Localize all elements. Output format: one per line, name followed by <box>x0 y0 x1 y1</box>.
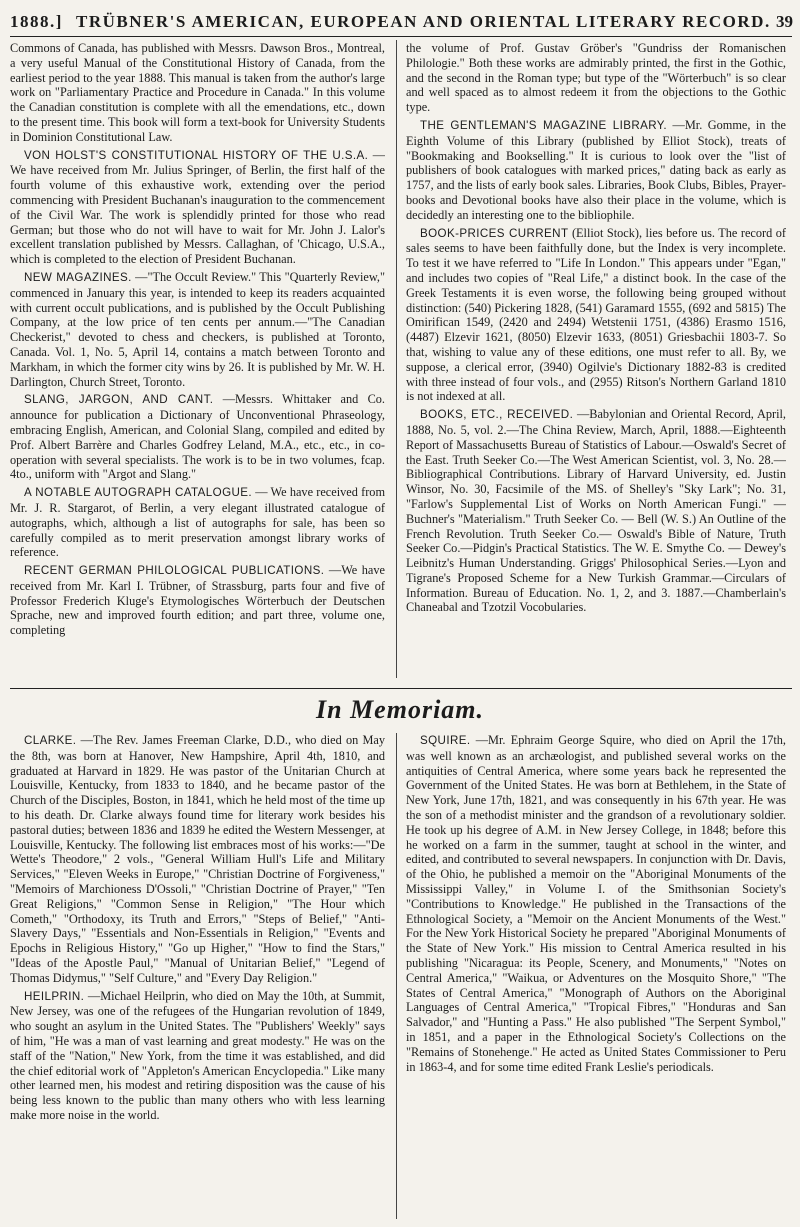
article-heading: NEW MAGAZINES. <box>24 270 132 284</box>
article-paragraph <box>406 733 786 1074</box>
column-divider-bottom <box>396 733 397 1219</box>
article-text: —Mr. Ephraim George Squire, who died on April the 17th, was well known as an archæologist, and published several works on the antiquities of Central America, where some years back he represented the Government of the United States. He was born at Bethlehem, in the State of New York, June 17th, 1821, and was consequently in his 67th year. He was the son of a methodist minister and the grandson of a revolutionary soldier. He took up his degree of A.M. in New Jersey College, in 1848; before this he worked on a farm in the summer, taught at school in the winter, and edited, and contributed to several newspapers. In conjunction with Dr. Davis, of the Ohio, he published a memoir on the "Aboriginal Monuments of the Mississippi Valley," in Volume I. of the Smithsonian Society's "Contributions to Knowledge." He published in the Transactions of the Ethnological Society, a "Memoir on the Ancient Monuments of the West." For the New York Historical Society he prepared "Aboriginal Monuments of the State of New York." His mission to Central America resulted in his publishing "Nicaragua: its People, Scenery, and Monuments," "Notes on Central America," "Waikua, or Adventures on the Mosquito Shore," "The States of Central America," "Monograph of Authors on the Aboriginal Languages of Central America," "Tropical Fibres," "Honduras and San Salvador," and "Hunting a Pass." He also published "The Serpent Symbol," in 1851, and a paper in the Ethnological Society's Collections on the "Remains of Stonehenge." He acted as United States Commissioner to Peru in 1863-4, and for some time edited Frank Leslie's periodicals. <box>406 733 786 1074</box>
article-heading: BOOK-PRICES CURRENT <box>420 226 569 240</box>
header-year: 1888.] <box>10 12 63 31</box>
article-paragraph <box>10 485 385 560</box>
article-text: —Babylonian and Oriental Record, April, 1888, No. 5, vol. 2.—The China Review, March, April, 1888.—Eighteenth Report of Massachusetts Bureau of Statistics of Labour.—Oswald's Secret of the East. Truth Seeker Co.—The West American Scientist, vol. 3, No. 28.— Bibliographical Contributions. Library of Harvard University, ed. Justin Winsor, No. 30, Facsimile of the MS. of Shelley's "Sky Lark"; No. 31, "Farlow's Supplemental List of Works on North American Fungi." — Buchner's "Materialism." Truth Seeker Co. — Bell (W. S.) An Outline of the French Revolution. Truth Seeker Co.— Oswald's Bible of Nature, Truth Seeker Co.—Pidgin's Practical Statistics. The W. E. Smythe Co. — Dewey's Leibnitz's Human Understanding. Griggs' Philosophical Series.—Lyon and Tigrane's Proposed Scheme for a New Turkish Grammar.—Circulars of Information. Bureau of Education. No. 1, 2, and 3. 1887.—Chamberlain's Chaneabal and Tzotzil Vocobularies. <box>406 407 786 615</box>
article-text: —We have received from Mr. Julius Springer, of Berlin, the first half of the fourth volume of this exhaustive work, extending over the period commencing with President Buchanan's inauguration to the commencement of the Civil War. The work is splendidly printed for those who read German; but those who do not will have to wait for Mr. John J. Lalor's excellent translation published by Messrs. Callaghan, of 'Chicago, U.S.A., which is completed to the election of President Buchanan. <box>10 147 385 267</box>
article-paragraph <box>406 226 786 405</box>
article-paragraph <box>406 407 786 615</box>
article-paragraph <box>10 563 385 638</box>
top-right-column <box>406 41 786 681</box>
article-paragraph <box>406 41 786 115</box>
article-heading: A NOTABLE AUTOGRAPH CATALOGUE. <box>24 486 253 500</box>
page-header <box>0 6 800 36</box>
article-heading: RECENT GERMAN PHILOLOGICAL PUBLICATIONS. <box>24 564 325 578</box>
article-paragraph <box>10 270 385 389</box>
top-left-column <box>10 41 385 681</box>
article-heading: CLARKE. <box>24 734 77 747</box>
bottom-right-column <box>406 733 786 1223</box>
article-text: —Mr. Gomme, in the Eighth Volume of this Library (published by Elliot Stock), treats of "Bookmaking and Bookselling." It is curious to look over the "list of publishers of book catalogues with marked prices," dating back as early as 1757, and the lists of early book sales. Libraries, Book Clubs, Bibles, Prayer-books and Devotional books have also their place in the volume, which is decidedly an interesting one to the bibliophile. <box>406 117 786 222</box>
article-heading: SQUIRE. <box>420 734 471 747</box>
section-rule <box>10 688 792 689</box>
page-number: 39 <box>776 12 793 31</box>
article-text: —"The Occult Review." This "Quarterly Review," commenced in January this year, is intended to keep its readers acquainted with current occult publications, and is published by the Occult Publishing Company, at the low price of ten cents per annum.—"The Canadian Checkerist," devoted to chess and checkers, is published at Toronto, Canada. Vol. 1, No. 5, April 14, contains a match between Toronto and Markham, in which the former city wins by 26. It is published by Mr. W. H. Darlington, Church Street, Toronto. <box>10 269 385 389</box>
article-heading: THE GENTLEMAN'S MAGAZINE LIBRARY. <box>420 118 668 132</box>
article-text: —Michael Heilprin, who died on May the 10th, at Summit, New Jersey, was one of the refugees of the Hungarian revolution of 1849, who sought an asylum in the United States. The "Publishers' Weekly" says of him, "He was a man of vast learning and great modesty." He was on the staff of the "Nation," New York, from the time it was established, and did the chief editorial work of "Appleton's American Encyclopedia." Like many other learned men, his modest and retiring disposition was the cause of his being less known to the public than many others who with less learning make more noise in the world. <box>10 988 385 1122</box>
article-text: —The Rev. James Freeman Clarke, D.D., who died on May the 8th, was born at Hanover, New Hampshire, April 4th, 1810, and graduated at Harvard in 1829. He was pastor of the Unitarian Church at Louisville, Kentucky, from 1833 to 1840, and he became pastor of the Church of the Disciples, Boston, in 1841, which he held most of the time up to his death. Dr. Clarke always found time for literary work besides his pastoral duties; between 1836 and 1839 he edited the Western Messenger, at Louisville, Kentucky. The following list embraces most of his works:—"De Wette's Theodore," 2 vols., "General William Hull's Life and Military Services," "Eleven Weeks in Europe," "Christian Doctrine of Forgiveness," "Memoirs of Marchioness D'Ossoli," "Christian Doctrine of Prayer," "Ten Great Religions," "Common Sense in Religion," "The Hour which Cometh," "Orthodoxy, its Truth and Errors," "Steps of Belief," "Anti-Slavery Days," "Essentials and Non-Essentials in Religion," "Events and Epochs in Religious History," "Go up Higher," "How to find the Stars," "Ideas of the Apostle Paul," "Manual of Unitarian Belief," "Legend of Thomas Didymus," "Self Culture," and "Every Day Religion." <box>10 733 385 985</box>
column-divider-top <box>396 40 397 678</box>
header-title: TRÜBNER'S AMERICAN, EUROPEAN AND ORIENTAL LITERARY RECORD. <box>76 12 771 31</box>
article-heading: VON HOLST'S CONSTITUTIONAL HISTORY OF THE U.S.A. <box>24 148 369 162</box>
article-text: the volume of Prof. Gustav Gröber's "Gundriss der Romanischen Philologie." Both these works are admirably printed, the first in the Gothic, and the second in the Roman type; but type of the "Wörterbuch" is so clear and well spaced as to almost redeem it from the objections to the Gothic type. <box>406 41 786 115</box>
article-paragraph <box>10 41 385 145</box>
article-text: —Messrs. Whittaker and Co. announce for publication a Dictionary of Unconventional Phraseology, embracing English, American, and Colonial Slang, compiled and edited by Prof. Albert Barrère and Charles Godfrey Leland, M.A., etc., etc., in co-operation with several specialists. The work is to be in two volumes, fcap. 4to., uniform with "Argot and Slang." <box>10 392 385 482</box>
article-text: — We have received from Mr. J. R. Stargarot, of Berlin, a very elegant illustrated catalogue of autographs, which, although a list of autographs for sale, has been so carefully compiled as to merit preservation amongst library works of reference. <box>10 485 385 560</box>
article-paragraph <box>10 733 385 986</box>
article-text: (Elliot Stock), lies before us. The record of sales seems to have been faithfully done, but the Index is very incomplete. To test it we have referred to "Life In London." This appears under "Egan," and includes two copies of "Real Life," a distinct book. In the case of the Greek Testaments it is even worse, the following being grouped without distinction: (540) Pickering 1828, (541) Garamard 1555, (692 and 5815) The Omirifican 1549, (2420 and 2494) Wetstenii 1751, (4386) Erasmo 1516, (4487) Elzevir 1621, (8050) Elzevir 1633, (8051) Griesbachii 1803-7. So that, wishing to value any of these editions, one must refer to all. By, we suppose, a clerical error, (3940) Ogilvie's Dictionary 1882-83 is credited with three instead of four vols., and (2955) Ritson's Northern Garland 1810 is not indexed at all. <box>406 225 786 404</box>
article-text: Commons of Canada, has published with Messrs. Dawson Bros., Montreal, a very useful Manual of the Constitutional History of Canada, from the earliest period to the year 1888. This manual is taken from the author's large work on "Parliamentary Practice and Procedure in Canada." In this volume the Canadian constitution is complete with all the emendations, etc., down to the present time. This book will form a text-book for University Students in Dominion Constitutional Law. <box>10 41 385 144</box>
article-paragraph <box>10 148 385 267</box>
header-rule <box>10 36 792 37</box>
bottom-left-column <box>10 733 385 1223</box>
article-text: —We have received from Mr. Karl I. Trübner, of Strassburg, parts four and five of Professor Frederich Kluge's Etymologisches Wörterbuch der Deutschen Sprache, new and improved fourth edition; and part three, volume one, completing <box>10 563 385 638</box>
article-heading: BOOKS, ETC., RECEIVED. <box>420 408 574 422</box>
article-paragraph <box>406 118 786 223</box>
article-heading: SLANG, JARGON, AND CANT. <box>24 393 214 407</box>
article-paragraph <box>10 989 385 1123</box>
article-paragraph <box>10 392 385 482</box>
article-heading: HEILPRIN. <box>24 989 85 1003</box>
section-title: In Memoriam. <box>315 695 485 724</box>
